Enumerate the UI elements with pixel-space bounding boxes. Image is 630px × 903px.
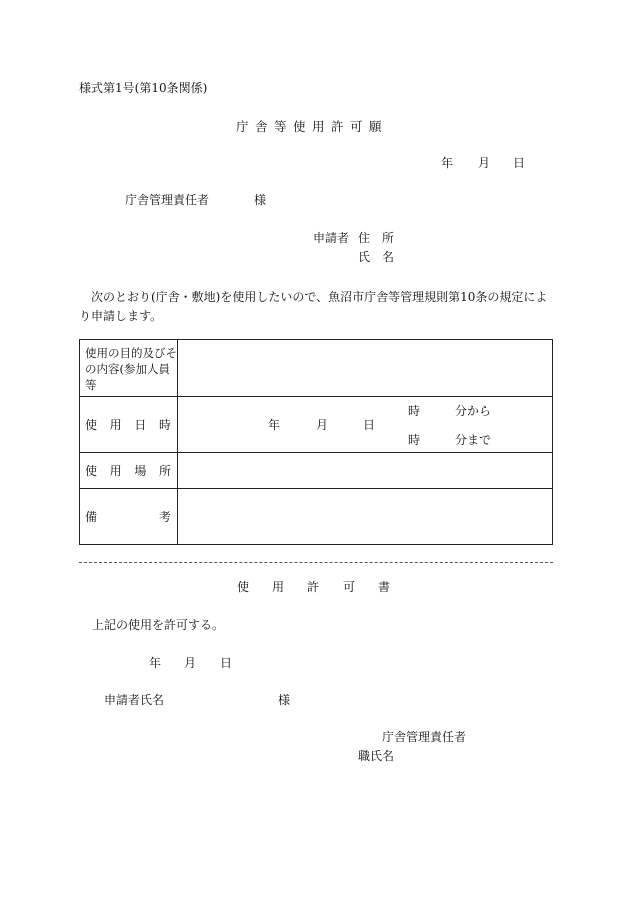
permit-title-char: 許 xyxy=(307,580,320,594)
addressee-label: 庁舎管理責任者 xyxy=(125,193,210,207)
permit-title-char: 用 xyxy=(272,580,285,594)
place-field[interactable] xyxy=(178,453,553,489)
label-char: 使 xyxy=(85,464,98,478)
label-char: 備 xyxy=(85,510,98,524)
notes-label xyxy=(80,489,178,545)
end-minute-label: 分まで xyxy=(455,433,492,447)
usage-month-label: 月 xyxy=(316,418,329,432)
table-row-notes xyxy=(80,489,553,545)
purpose-label: 使用の目的及びその内容(参加人員等 xyxy=(80,340,178,397)
date-month-label: 月 xyxy=(478,156,491,170)
start-hour-label: 時 xyxy=(408,404,421,418)
applicant-label: 申請者 xyxy=(313,231,350,245)
date-day-label: 日 xyxy=(513,156,526,170)
address-label: 住 所 xyxy=(358,231,395,245)
table-row-place xyxy=(80,453,553,489)
permit-statement: 上記の使用を許可する。 xyxy=(92,618,225,632)
label-char: 用 xyxy=(109,464,122,478)
usage-year-label: 年 xyxy=(268,418,281,432)
label-char: 時 xyxy=(158,418,171,432)
end-hour-label: 時 xyxy=(408,433,421,447)
application-table xyxy=(79,339,553,545)
date-time-field[interactable] xyxy=(178,397,553,453)
permit-year-label: 年 xyxy=(149,656,162,670)
application-statement: 次のとおり(庁舎・敷地)を使用したいので、魚沼市庁舎等管理規則第10条の規定により申請します。 xyxy=(79,290,548,323)
label-char: 日 xyxy=(134,418,147,432)
label-char: 用 xyxy=(109,418,122,432)
table-row-date xyxy=(80,397,553,453)
purpose-field[interactable] xyxy=(178,340,553,397)
permit-title-char: 可 xyxy=(343,580,356,594)
permit-title-char: 書 xyxy=(378,580,391,594)
table-row-purpose xyxy=(80,340,553,397)
notes-field[interactable] xyxy=(178,489,553,545)
label-char: 考 xyxy=(158,510,171,524)
cut-line-divider xyxy=(79,562,553,563)
permit-title-char: 使 xyxy=(237,580,250,594)
form-number: 様式第1号(第10条関係) xyxy=(79,81,208,95)
name-label: 氏 名 xyxy=(358,250,395,264)
start-minute-label: 分から xyxy=(455,404,492,418)
manager-name-label: 職氏名 xyxy=(358,749,395,763)
permit-day-label: 日 xyxy=(220,656,233,670)
page-title: 庁舎等使用許可願 xyxy=(236,119,389,134)
addressee-honorific: 様 xyxy=(254,193,267,207)
permit-applicant-name-label: 申請者氏名 xyxy=(104,693,165,707)
permit-applicant-honorific: 様 xyxy=(278,693,291,707)
date-year-label: 年 xyxy=(441,156,454,170)
place-label xyxy=(80,453,178,489)
permit-month-label: 月 xyxy=(184,656,197,670)
label-char: 所 xyxy=(158,464,171,478)
date-time-label xyxy=(80,397,178,453)
label-char: 場 xyxy=(134,464,147,478)
label-char: 使 xyxy=(85,418,98,432)
usage-day-label: 日 xyxy=(363,418,376,432)
manager-title: 庁舎管理責任者 xyxy=(382,730,467,744)
